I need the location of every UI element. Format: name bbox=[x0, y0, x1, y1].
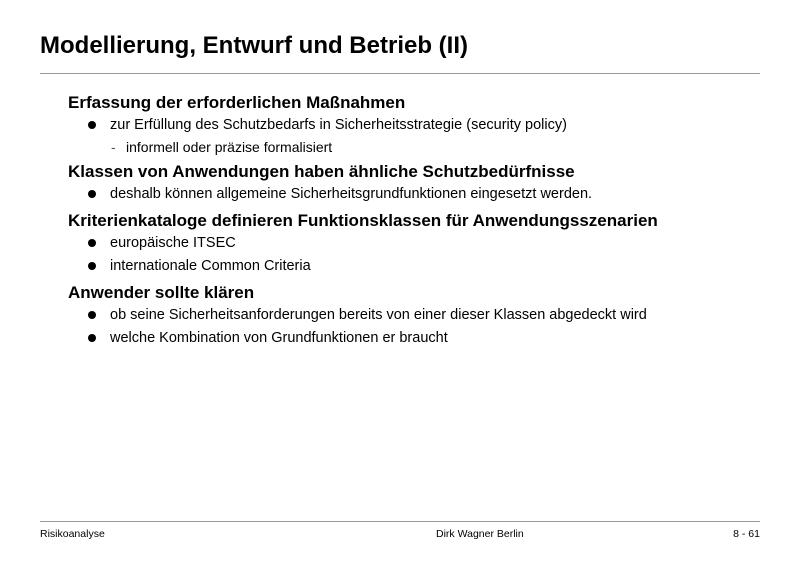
sub-bullet-text: informell oder präzise formalisiert bbox=[126, 139, 333, 155]
bullet-item bbox=[68, 183, 768, 206]
footer-topic: Risikoanalyse bbox=[40, 528, 105, 540]
bullet-text: zur Erfüllung des Schutzbedarfs in Sicherheitsstrategie (security policy) bbox=[110, 117, 567, 133]
section-1 bbox=[68, 92, 768, 157]
bullet-dot-icon bbox=[88, 262, 96, 270]
bullet-dot-icon bbox=[88, 334, 96, 342]
section-3 bbox=[68, 210, 768, 278]
dash-icon: - bbox=[111, 139, 116, 155]
bullet-item bbox=[68, 114, 768, 137]
footer-divider bbox=[40, 521, 760, 522]
section-heading: Erfassung der erforderlichen Maßnahmen bbox=[68, 93, 406, 112]
bullet-item bbox=[68, 232, 768, 255]
bullet-dot-icon bbox=[88, 311, 96, 319]
slide-title: Modellierung, Entwurf und Betrieb (II) bbox=[40, 32, 468, 59]
bullet-text: ob seine Sicherheitsanforderungen bereits von einer dieser Klassen abgedeckt wird bbox=[110, 307, 647, 323]
bullet-item bbox=[68, 255, 768, 278]
bullet-dot-icon bbox=[88, 190, 96, 198]
section-2 bbox=[68, 161, 768, 206]
slide-content bbox=[68, 92, 768, 354]
footer-author: Dirk Wagner Berlin bbox=[436, 528, 524, 540]
bullet-text: deshalb können allgemeine Sicherheitsgrundfunktionen eingesetzt werden. bbox=[110, 186, 593, 202]
bullet-item bbox=[68, 304, 768, 327]
section-heading: Kriterienkataloge definieren Funktionsklassen für Anwendungsszenarien bbox=[68, 211, 658, 230]
sub-bullet-item bbox=[68, 137, 768, 157]
bullet-text: europäische ITSEC bbox=[110, 235, 236, 251]
title-divider bbox=[40, 73, 760, 74]
page-number: 8 - 61 bbox=[733, 528, 760, 540]
bullet-item bbox=[68, 327, 768, 350]
section-4 bbox=[68, 282, 768, 350]
bullet-text: welche Kombination von Grundfunktionen er braucht bbox=[110, 330, 448, 346]
bullet-dot-icon bbox=[88, 239, 96, 247]
section-heading: Anwender sollte klären bbox=[68, 283, 255, 302]
bullet-text: internationale Common Criteria bbox=[110, 258, 311, 274]
bullet-dot-icon bbox=[88, 121, 96, 129]
section-heading: Klassen von Anwendungen haben ähnliche Schutzbedürfnisse bbox=[68, 162, 575, 181]
